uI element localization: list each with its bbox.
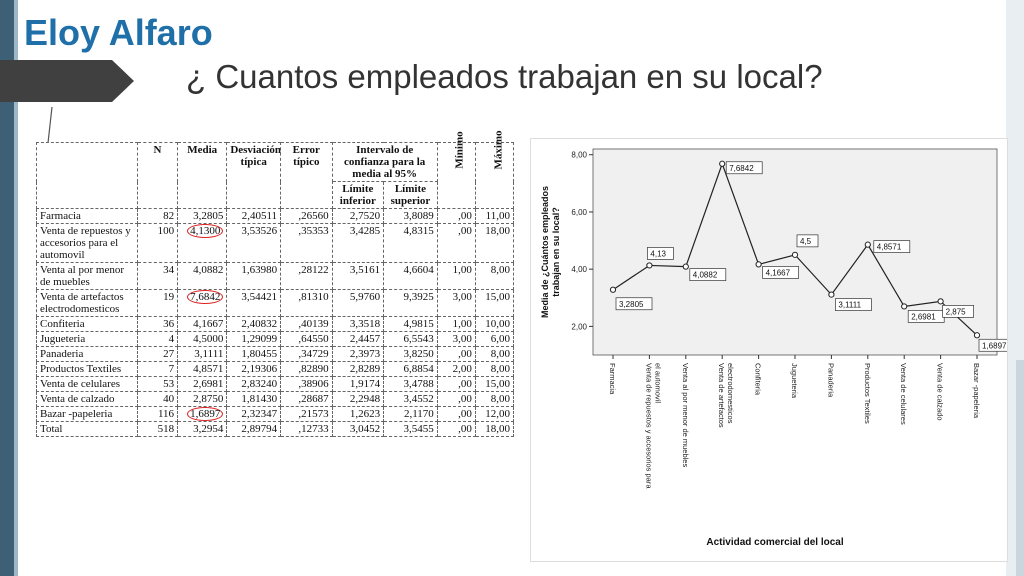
header-lim-inf: Límite inferior: [332, 182, 384, 209]
cell-desv: 2,89794: [227, 422, 281, 437]
table-row: [37, 263, 514, 290]
data-point: [647, 263, 652, 268]
row-label: Confiteria: [37, 317, 138, 332]
cell-error: ,21573: [281, 407, 333, 422]
arrow-banner: [0, 60, 134, 102]
x-tick-label: Venta de repuestos y accesorios parael automovil: [644, 363, 663, 489]
stats-table-body: [37, 209, 514, 437]
cell-sup: 6,8854: [384, 362, 438, 377]
data-point: [792, 252, 797, 257]
y-tick-label: 6,00: [571, 207, 587, 217]
cell-desv: 1,81430: [227, 392, 281, 407]
data-label: 3,2805: [619, 299, 644, 309]
cell-inf: 1,2623: [332, 407, 384, 422]
x-tick-label: Productos Textiles: [862, 363, 872, 424]
stats-table: [36, 130, 514, 437]
data-label: 2,875: [945, 307, 966, 317]
cell-inf: 2,4457: [332, 332, 384, 347]
cell-media: 4,1667: [178, 317, 227, 332]
cell-min: ,00: [437, 209, 475, 224]
header-intervalo: Intervalo de confianza para la media al 95%: [332, 143, 437, 182]
cell-sup: 6,5543: [384, 332, 438, 347]
cell-n: 19: [137, 290, 177, 317]
cell-sup: 4,9815: [384, 317, 438, 332]
data-label: 4,1667: [765, 268, 791, 278]
x-tick-label: Venta al por menor de muebles: [680, 363, 690, 468]
y-tick-label: 2,00: [571, 322, 587, 332]
cell-error: ,26560: [281, 209, 333, 224]
cell-max: 12,00: [475, 407, 513, 422]
cell-n: 100: [137, 224, 177, 263]
header-desv: Desviación típica: [227, 143, 281, 209]
cell-desv: 3,54421: [227, 290, 281, 317]
data-label: 4,0882: [692, 270, 718, 280]
line-chart: [531, 139, 1007, 561]
x-tick-label: Venta de artefactoselectrodomesticos: [717, 363, 736, 428]
cell-media: 3,1111: [178, 347, 227, 362]
data-point: [683, 264, 688, 269]
row-label: Jugueteria: [37, 332, 138, 347]
cell-min: 3,00: [437, 332, 475, 347]
cell-n: 53: [137, 377, 177, 392]
data-point: [902, 304, 907, 309]
cell-media: 4,0882: [178, 263, 227, 290]
x-tick-label: Bazar -papeleria: [972, 363, 981, 419]
cell-max: 15,00: [475, 377, 513, 392]
cell-error: ,34729: [281, 347, 333, 362]
y-tick-label: 4,00: [571, 265, 587, 275]
header-media: Media: [178, 143, 227, 209]
cell-sup: 3,4552: [384, 392, 438, 407]
data-label: 4,13: [650, 249, 666, 259]
cell-max: 11,00: [475, 209, 513, 224]
data-point: [829, 292, 834, 297]
cell-media: 3,2805: [178, 209, 227, 224]
data-label: 1,6897: [982, 341, 1007, 351]
row-label: Bazar -papeleria: [37, 407, 138, 422]
cell-max: 18,00: [475, 422, 513, 437]
cell-inf: 2,7520: [332, 209, 384, 224]
cell-sup: 3,8089: [384, 209, 438, 224]
highlight-circle: 1,6897: [187, 407, 223, 421]
cell-max: 10,00: [475, 317, 513, 332]
x-axis-label: Actividad comercial del local: [706, 537, 844, 548]
table-row: [37, 422, 514, 437]
cell-min: 2,00: [437, 362, 475, 377]
table-row: [37, 392, 514, 407]
table-row: [37, 347, 514, 362]
x-tick-label: Venta de calzado: [935, 363, 945, 421]
header-empty: [37, 143, 138, 209]
cell-error: ,38906: [281, 377, 333, 392]
header-minimo: Mínimo: [437, 143, 475, 209]
cell-error: ,35353: [281, 224, 333, 263]
row-label: Total: [37, 422, 138, 437]
cell-min: ,00: [437, 392, 475, 407]
cell-min: ,00: [437, 377, 475, 392]
highlight-circle: 4,1300: [187, 224, 223, 238]
header-error: Error típico: [281, 143, 333, 209]
cell-media: 3,2954: [178, 422, 227, 437]
table-row: [37, 317, 514, 332]
cell-min: ,00: [437, 224, 475, 263]
slide-title: Eloy Alfaro: [24, 12, 213, 53]
data-label: 3,1111: [838, 300, 862, 310]
cell-sup: 4,8315: [384, 224, 438, 263]
cell-media: [178, 224, 227, 263]
data-point: [756, 262, 761, 267]
cell-max: 18,00: [475, 224, 513, 263]
highlight-circle: 7,6842: [187, 290, 223, 304]
row-label: Venta de artefactos electrodomesticos: [37, 290, 138, 317]
x-tick-label: Farmacia: [608, 363, 617, 395]
cell-n: 82: [137, 209, 177, 224]
cell-min: ,00: [437, 347, 475, 362]
cell-min: ,00: [437, 407, 475, 422]
cell-n: 518: [137, 422, 177, 437]
cell-error: ,64550: [281, 332, 333, 347]
cell-sup: 2,1170: [384, 407, 438, 422]
cell-desv: 1,63980: [227, 263, 281, 290]
cell-error: ,81310: [281, 290, 333, 317]
cell-media: [178, 407, 227, 422]
line-chart-panel: [530, 138, 1008, 562]
cell-n: 34: [137, 263, 177, 290]
slide-question: ¿ Cuantos empleados trabajan en su local?: [186, 58, 823, 95]
cell-desv: 2,19306: [227, 362, 281, 377]
cell-max: 6,00: [475, 332, 513, 347]
row-label: Venta de repuestos y accesorios para el automovil: [37, 224, 138, 263]
data-label: 7,6842: [729, 163, 754, 173]
data-point: [938, 299, 943, 304]
cell-n: 40: [137, 392, 177, 407]
cell-desv: 2,40511: [227, 209, 281, 224]
data-label: 2,6981: [911, 312, 936, 322]
cell-media: 4,8571: [178, 362, 227, 377]
cell-min: 1,00: [437, 263, 475, 290]
cell-inf: 3,4285: [332, 224, 384, 263]
x-tick-label: Panaderia: [826, 363, 836, 398]
data-point: [865, 242, 870, 247]
cell-min: ,00: [437, 422, 475, 437]
cell-error: ,82890: [281, 362, 333, 377]
cell-n: 116: [137, 407, 177, 422]
row-label: Panaderia: [37, 347, 138, 362]
cell-inf: 3,3518: [332, 317, 384, 332]
cell-inf: 3,0452: [332, 422, 384, 437]
cell-media: 2,6981: [178, 377, 227, 392]
data-label: 4,8571: [876, 242, 902, 252]
cell-min: 1,00: [437, 317, 475, 332]
cell-desv: 1,80455: [227, 347, 281, 362]
right-accent-strip-dark: [1016, 360, 1024, 576]
cell-inf: 3,5161: [332, 263, 384, 290]
x-tick-label: Confiteria: [753, 363, 763, 396]
cell-inf: 2,3973: [332, 347, 384, 362]
data-point: [974, 333, 979, 338]
row-label: Productos Textiles: [37, 362, 138, 377]
cell-sup: 3,5455: [384, 422, 438, 437]
table-row: [37, 209, 514, 224]
cell-error: ,28687: [281, 392, 333, 407]
cell-n: 27: [137, 347, 177, 362]
cell-inf: 2,2948: [332, 392, 384, 407]
cell-n: 4: [137, 332, 177, 347]
cell-error: ,28122: [281, 263, 333, 290]
table-row: [37, 224, 514, 263]
row-label: Farmacia: [37, 209, 138, 224]
cell-max: 8,00: [475, 347, 513, 362]
cell-min: 3,00: [437, 290, 475, 317]
table-row: [37, 290, 514, 317]
row-label: Venta de calzado: [37, 392, 138, 407]
table-row: [37, 407, 514, 422]
cell-desv: 1,29099: [227, 332, 281, 347]
cell-n: 7: [137, 362, 177, 377]
y-axis-label: Media de ¿Cuántos empleadostrabajan en su local?: [540, 185, 561, 319]
cell-desv: 3,53526: [227, 224, 281, 263]
header-maximo: Máximo: [475, 143, 513, 209]
data-point: [610, 287, 615, 292]
header-lim-sup: Límite superior: [384, 182, 438, 209]
cell-sup: 3,8250: [384, 347, 438, 362]
header-n: N: [137, 143, 177, 209]
cell-sup: 9,3925: [384, 290, 438, 317]
cell-max: 8,00: [475, 362, 513, 377]
cell-inf: 1,9174: [332, 377, 384, 392]
cell-media: [178, 290, 227, 317]
stats-table-panel: [36, 130, 518, 572]
y-tick-label: 8,00: [571, 150, 587, 160]
cell-max: 8,00: [475, 392, 513, 407]
cell-sup: 4,6604: [384, 263, 438, 290]
data-point: [720, 161, 725, 166]
cell-error: ,12733: [281, 422, 333, 437]
cell-error: ,40139: [281, 317, 333, 332]
cell-max: 15,00: [475, 290, 513, 317]
x-tick-label: Jugueteria: [790, 363, 799, 399]
row-label: Venta al por menor de muebles: [37, 263, 138, 290]
slash-decoration: [38, 105, 68, 145]
cell-inf: 2,8289: [332, 362, 384, 377]
cell-sup: 3,4788: [384, 377, 438, 392]
cell-desv: 2,40832: [227, 317, 281, 332]
data-label: 4,5: [800, 236, 812, 246]
cell-desv: 2,83240: [227, 377, 281, 392]
cell-n: 36: [137, 317, 177, 332]
cell-media: 2,8750: [178, 392, 227, 407]
cell-max: 8,00: [475, 263, 513, 290]
table-row: [37, 362, 514, 377]
cell-desv: 2,32347: [227, 407, 281, 422]
table-row: [37, 377, 514, 392]
row-label: Venta de celulares: [37, 377, 138, 392]
table-row: [37, 332, 514, 347]
cell-media: 4,5000: [178, 332, 227, 347]
cell-inf: 5,9760: [332, 290, 384, 317]
x-tick-label: Venta de celulares: [899, 363, 909, 425]
